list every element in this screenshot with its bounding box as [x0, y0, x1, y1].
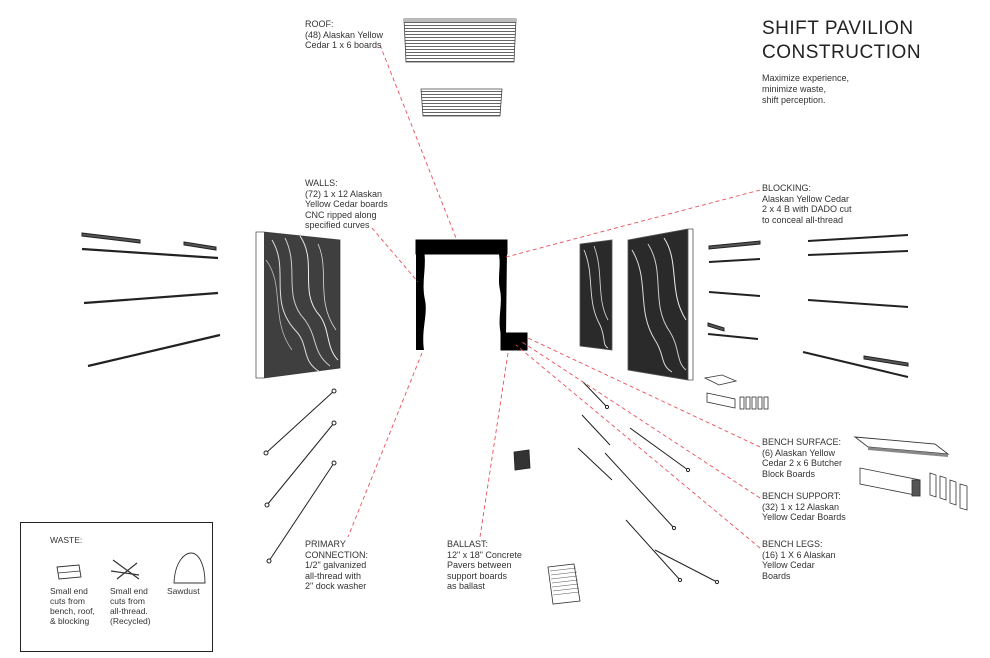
blocking-boards-right: [708, 235, 908, 377]
waste-title: WASTE:: [50, 535, 83, 545]
blocking-offcuts: [705, 375, 768, 409]
leader-lines: [348, 45, 760, 548]
waste-caption-sawdust: Sawdust: [167, 586, 200, 596]
ballast-pavers: [514, 450, 580, 604]
ballast-label: BALLAST: 12" x 18" Concrete Pavers between support boards as ballast: [447, 539, 522, 591]
waste-caption-offcuts: Small end cuts from bench, roof, & blocking: [50, 586, 95, 626]
roof-panel-top: [404, 19, 516, 62]
threaded-rod-icon: [109, 557, 143, 583]
bench-surface-board: [855, 437, 948, 457]
roof-panel-lower: [421, 89, 502, 116]
all-thread-rods-left: [264, 389, 336, 563]
waste-legend: [20, 522, 213, 652]
blocking-boards-left: [82, 233, 220, 366]
bench-support-label: BENCH SUPPORT: (32) 1 x 12 Alaskan Yellow Cedar Boards: [762, 491, 846, 522]
sawdust-pile-icon: [171, 551, 207, 585]
diagram-title: SHIFT PAVILION CONSTRUCTION: [762, 18, 922, 63]
bench-surface-label: BENCH SURFACE: (6) Alaskan Yellow Cedar 2 x 6 Butcher Block Boards: [762, 437, 843, 479]
bench-support-boards: [860, 468, 967, 510]
diagram-subtitle: Maximize experience, minimize waste, shift perception.: [762, 73, 850, 105]
blocking-label: BLOCKING: Alaskan Yellow Cedar 2 x 4 B with DADO cut to conceal all-thread: [762, 183, 852, 225]
waste-caption-all-thread: Small end cuts from all-thread. (Recycled): [110, 586, 151, 626]
wall-panel-right-outer: [628, 229, 693, 380]
portal-frame: [416, 240, 527, 350]
bench-legs-label: BENCH LEGS: (16) 1 X 6 Alaskan Yellow Cedar Boards: [762, 539, 836, 581]
wall-panel-right-inner: [580, 240, 612, 350]
walls-label: WALLS: (72) 1 x 12 Alaskan Yellow Cedar boards CNC ripped along specified curves: [305, 178, 388, 230]
all-thread-rods-right: [578, 382, 719, 584]
roof-label: ROOF: (48) Alaskan Yellow Cedar 1 x 6 boards: [305, 19, 384, 50]
wall-panel-left: [256, 232, 340, 378]
board-offcut-icon: [55, 563, 85, 581]
primary-connection-label: PRIMARY CONNECTION: 1/2" galvanized all-thread with 2" dock washer: [305, 539, 368, 591]
